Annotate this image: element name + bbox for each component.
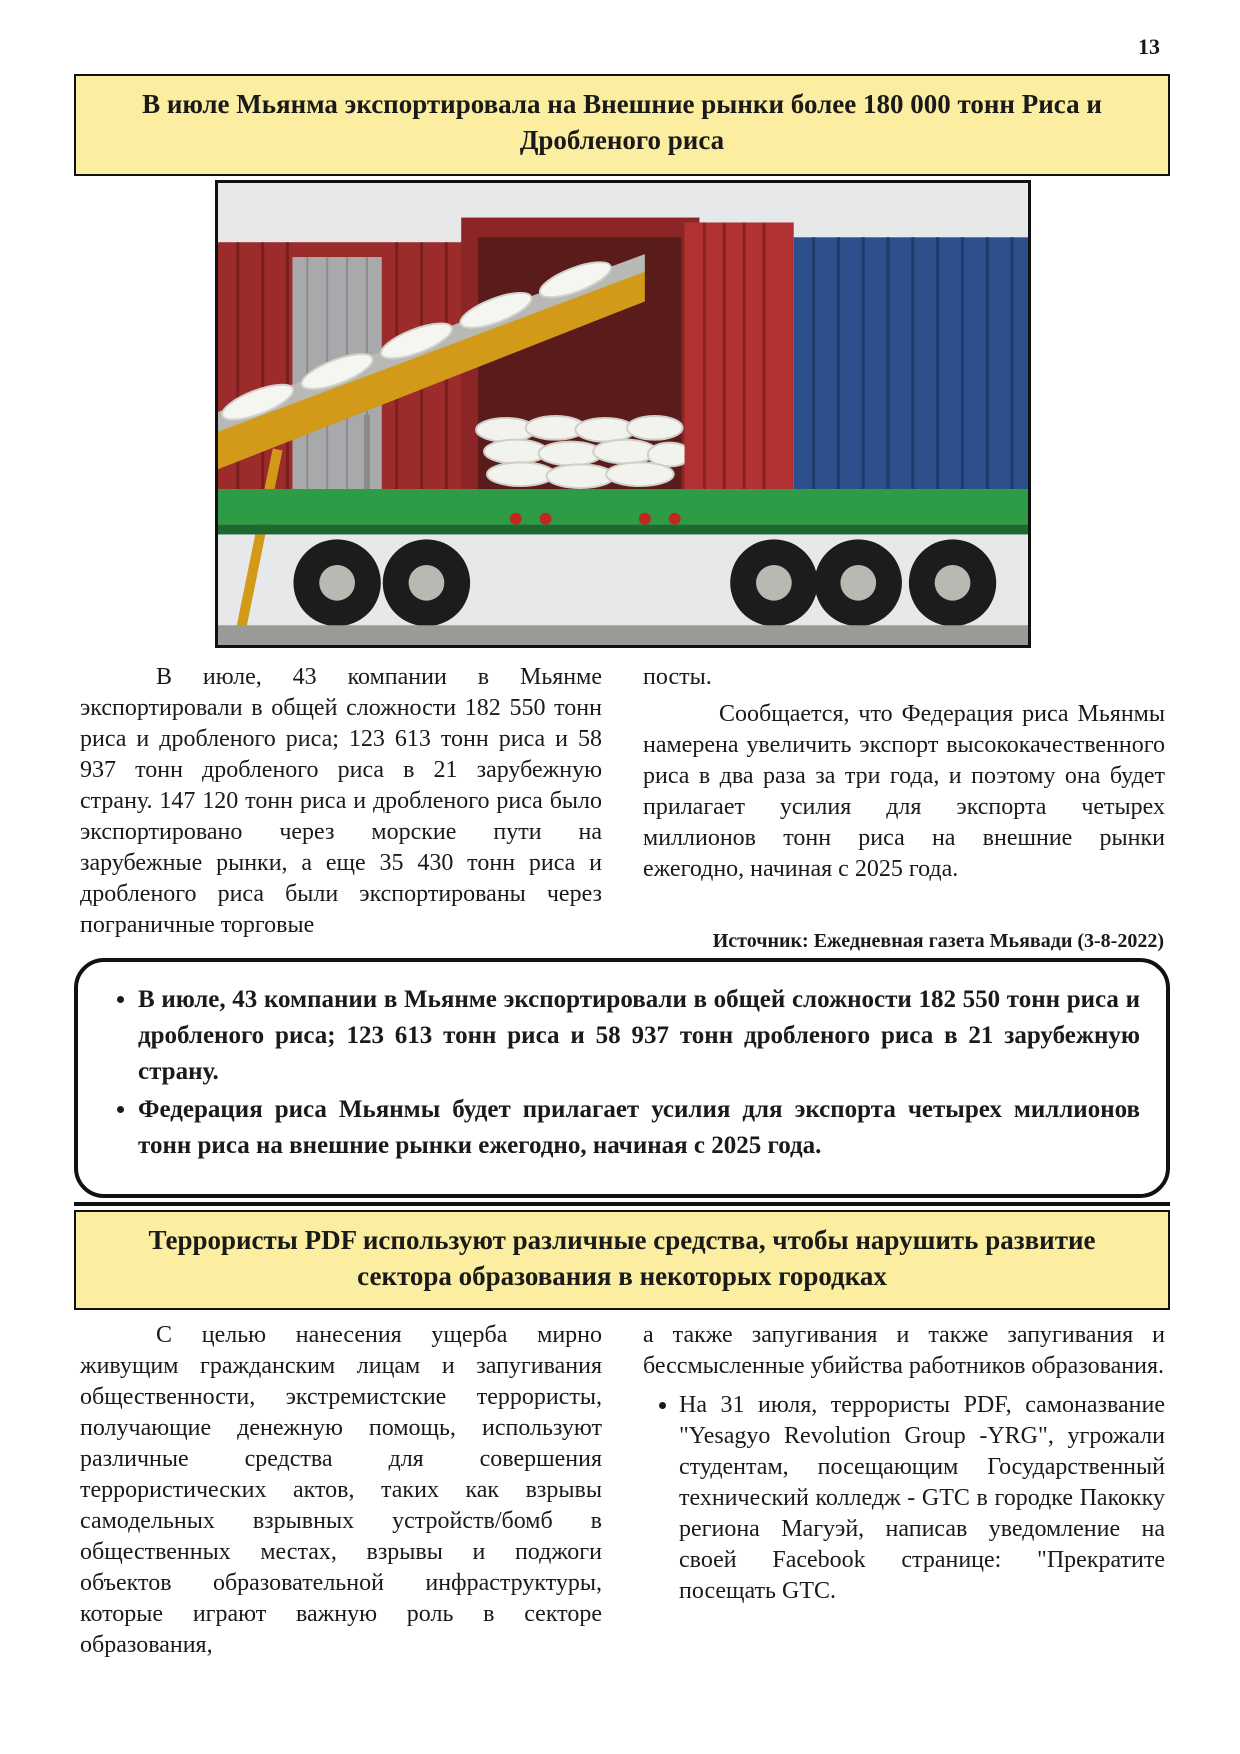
article2-paragraph-1: С целью нанесения ущерба мирно живущим гражданским лицам и запугивания общественности, экстремистские террористы, получающие денежную помощь, используют различные средства для совершения террористических актов, таких как взрывы самодельных взрывных устройств/бомб в общественных местах, взрывы и поджоги объектов образовательной инфраструктуры, которые играют важную роль в секторе образования, [80,1322,602,1658]
article2-title: Террористы PDF используют различные средства, чтобы нарушить развитие сектора образования в некоторых городках [74,1210,1170,1310]
summary-bullet: • Федерация риса Мьянмы будет прилагает усилия для экспорта четырех миллионов тонн риса на внешние рынки ежегодно, начиная с 2025 года. [138,1092,1140,1164]
page-number: 13 [1138,34,1160,59]
article1-title: В июле Мьянма экспортировала на Внешние рынки более 180 000 тонн Риса и Дробленого риса [74,74,1170,176]
container-loading-photo [215,180,1031,648]
article2-bullet: • На 31 июля, террористы PDF, самоназвание "Yesagyo Revolution Group -YRG", угрожали студентам, посещающим Государственный технический колледж - GTC в городке Пакокку региона Магуэй, написав уведомление на своей Facebook странице: "Прекратите посещать GTC. [679,1390,1165,1607]
section-divider [74,1202,1170,1206]
rice-container-illustration [218,183,1028,645]
article2-column-right [643,1320,1165,1607]
article2-continuation: а также запугивания и также запугивания и бессмысленные убийства работников образования. [643,1322,1165,1379]
summary-bullet: • В июле, 43 компании в Мьянме экспортировали в общей сложности 182 550 тонн риса и дробленого риса; 123 613 тонн риса и 58 937 тонн дробленого риса в 21 зарубежную страну. [138,982,1140,1090]
article1-column-left [80,662,602,941]
article1-paragraph-1: В июле, 43 компании в Мьянме экспортировали в общей сложности 182 550 тонн риса и дробленого риса; 123 613 тонн риса и 58 937 тонн дробленого риса в 21 зарубежную страну. 147 120 тонн риса и дробленого риса было экспортировано через морские пути на зарубежные рынки, а еще 35 430 тонн риса и дробленого риса были экспортированы через пограничные торговые [80,664,602,938]
article1-source: Источник: Ежедневная газета Мьявади (3-8-2022) [712,930,1164,952]
article2-bullet-list [643,1390,1165,1607]
article2-column-left [80,1320,602,1661]
article1-column-right [643,662,1165,885]
article1-continuation: посты. [643,664,712,690]
article1-paragraph-2: Сообщается, что Федерация риса Мьянмы намерена увеличить экспорт высококачественного риса в два раза за три года, и поэтому она будет прилагает усилия для экспорта четырех миллионов тонн риса на внешние рынки ежегодно, начиная с 2025 года. [643,701,1165,882]
summary-box [74,958,1170,1198]
